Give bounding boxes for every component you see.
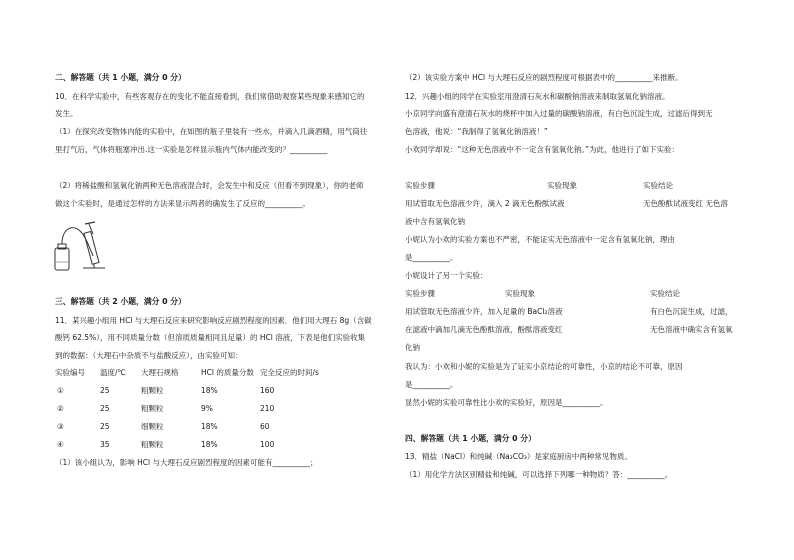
q11-r3-c3: 细颗粒 bbox=[141, 422, 164, 431]
q11-r4-c3: 粗颗粒 bbox=[141, 440, 164, 449]
q12-t2-header-2: 实验现象 bbox=[505, 289, 535, 298]
q12-t2-conclusion-1: 有白色沉淀生成，过滤， bbox=[650, 307, 733, 316]
q11-r2-c4: 9% bbox=[201, 404, 213, 413]
q11-r1-c5: 160 bbox=[260, 386, 275, 395]
q12-t1-header-3: 实验结论 bbox=[643, 181, 673, 190]
q11-r4-c4: 18% bbox=[201, 440, 218, 449]
q11-r2-c5: 210 bbox=[260, 404, 275, 413]
q10-line-6: 做这个实验时，是通过怎样的方法来显示两者的确发生了反应的__________。 bbox=[55, 199, 310, 208]
q12-t2-conclusion-cont: 化钠 bbox=[405, 343, 420, 352]
q12-t2-step-1: 用试管取无色溶液少许，加入足量的 BaCl₂溶液 bbox=[405, 307, 563, 316]
q13-line-1: 13．精盐（NaCl）和纯碱（Na₂CO₃）是家庭厨房中两种常见物质。 bbox=[405, 452, 632, 461]
q12-t2-conclusion-2: 无色溶液中确实含有氢氧 bbox=[650, 325, 733, 334]
q11-r1-c4: 18% bbox=[201, 386, 218, 395]
q11-header-4: HCl 的质量分数 bbox=[201, 368, 254, 377]
q11-header-3: 大理石规格 bbox=[141, 368, 179, 377]
section-2-title: 二、解答题（共 1 小题，满分 0 分） bbox=[55, 73, 186, 82]
q10-line-5: （2）将稀盐酸和氢氧化钠两种无色溶液混合时，会发生中和反应（但看不到现象），你的老师 bbox=[55, 181, 364, 190]
q12-para-3-blank: 是__________。 bbox=[405, 380, 458, 389]
q11-line-2: 酸钙 62.5%），用不同质量分数（但溶质质量相同且足量）的 HCl 溶液，下表是他们实验收集 bbox=[55, 333, 366, 342]
q12-t2-header-1: 实验步骤 bbox=[405, 289, 435, 298]
q12-t1-step: 用试管取无色溶液少许，滴入 2 滴无色酚酞试液 bbox=[405, 199, 565, 208]
q12-line-1: 12．兴趣小组的同学在实验室用澄清石灰水和碳酸钠溶液来制取氢氧化钠溶液。 bbox=[405, 92, 670, 101]
q10-line-1: 10．在科学实验中，有些客观存在的变化不能直接看到，我们常借助观察某些现象来感知它的 bbox=[55, 92, 365, 101]
section-4-title: 四、解答题（共 1 小题，满分 0 分） bbox=[405, 434, 536, 443]
q12-t1-conclusion: 无色酚酞试液变红 无色溶 bbox=[643, 199, 728, 208]
q11-r3-c5: 60 bbox=[260, 422, 270, 431]
q12-t1-header-1: 实验步骤 bbox=[405, 181, 435, 190]
q11-r3-c2: 25 bbox=[100, 422, 110, 431]
q12-t1-header-2: 实验现象 bbox=[547, 181, 577, 190]
q11-header-5: 完全反应的时间/s bbox=[260, 368, 319, 377]
q11-r1-c1: ① bbox=[57, 386, 64, 395]
q11-question-2: （2）该实验方案中 HCl 与大理石反应的剧烈程度可根据表中的__________来推断。 bbox=[405, 73, 683, 82]
q11-header-1: 实验编号 bbox=[55, 368, 85, 377]
section-3-title: 三、解答题（共 2 小题，满分 0 分） bbox=[55, 297, 186, 306]
q11-r2-c1: ② bbox=[57, 404, 64, 413]
q12-line-4: 小欢同学却说：“这种无色溶液中不一定含有氢氧化钠。”为此，他进行了如下实验： bbox=[405, 145, 680, 154]
q10-line-4: 里打气后，气体将瓶塞冲出.这一实验是怎样显示瓶内气体内能改变的？__________ bbox=[55, 145, 328, 154]
q11-r1-c3: 粗颗粒 bbox=[141, 386, 164, 395]
q12-para-1: 小妮认为小欢的实验方案也不严密，不能证实无色溶液中一定含有氢氧化钠，理由 bbox=[405, 235, 675, 244]
q11-question-1: （1）该小组认为，影响 HCl 与大理石反应剧烈程度的因素可能有__________； bbox=[55, 458, 318, 467]
q10-line-3: （1）在探究改变物体内能的实验中，在如图的瓶子里装有一些水，并滴入几滴酒精，用气筒往 bbox=[55, 127, 368, 136]
q11-header-2: 温度/℃ bbox=[100, 368, 126, 377]
q12-t2-header-3: 实验结论 bbox=[650, 289, 680, 298]
q12-para-1-blank: 是__________。 bbox=[405, 253, 458, 262]
q11-r3-c1: ③ bbox=[57, 422, 64, 431]
q11-r4-c1: ④ bbox=[57, 440, 64, 449]
q12-t1-conclusion-cont: 液中含有氢氧化钠 bbox=[405, 217, 465, 226]
q12-para-4: 显然小妮的实验可靠性比小欢的实验好，原因是__________。 bbox=[405, 398, 608, 407]
q11-line-1: 11．某兴趣小组用 HCl 与大理石反应来研究影响反应剧烈程度的因素．他们用大理石 8g（含碳 bbox=[55, 316, 372, 325]
q12-line-3: 色溶液，他说：“我制得了氢氧化钠溶液！” bbox=[405, 127, 548, 136]
q12-para-3: 我认为：小欢和小妮的实验是为了证实小京结论的可靠性，小京的结论不可靠，原因 bbox=[405, 362, 683, 371]
q11-r3-c4: 18% bbox=[201, 422, 218, 431]
q12-line-2: 小京同学向盛有澄清石灰水的烧杯中加入过量的碳酸钠溶液，有白色沉淀生成，过滤后得到无 bbox=[405, 109, 713, 118]
q11-r4-c2: 35 bbox=[100, 440, 110, 449]
q13-line-2: （1）用化学方法区别精盐和纯碱，可以选择下列哪一种物质？答：__________。 bbox=[405, 470, 673, 479]
pump-bottle-illustration bbox=[49, 216, 111, 274]
q11-r1-c2: 25 bbox=[100, 386, 110, 395]
q11-r4-c5: 100 bbox=[260, 440, 275, 449]
q11-r2-c2: 25 bbox=[100, 404, 110, 413]
q11-line-3: 到的数据：（大理石中杂质不与盐酸反应），由实验可知： bbox=[55, 351, 243, 360]
q11-r2-c3: 粗颗粒 bbox=[141, 404, 164, 413]
q12-para-2: 小妮设计了另一个实验： bbox=[405, 271, 488, 280]
q12-t2-step-2: 在滤液中滴加几滴无色酚酞溶液，酚酞溶液变红 bbox=[405, 325, 563, 334]
q10-line-2: 发生。 bbox=[55, 109, 78, 118]
